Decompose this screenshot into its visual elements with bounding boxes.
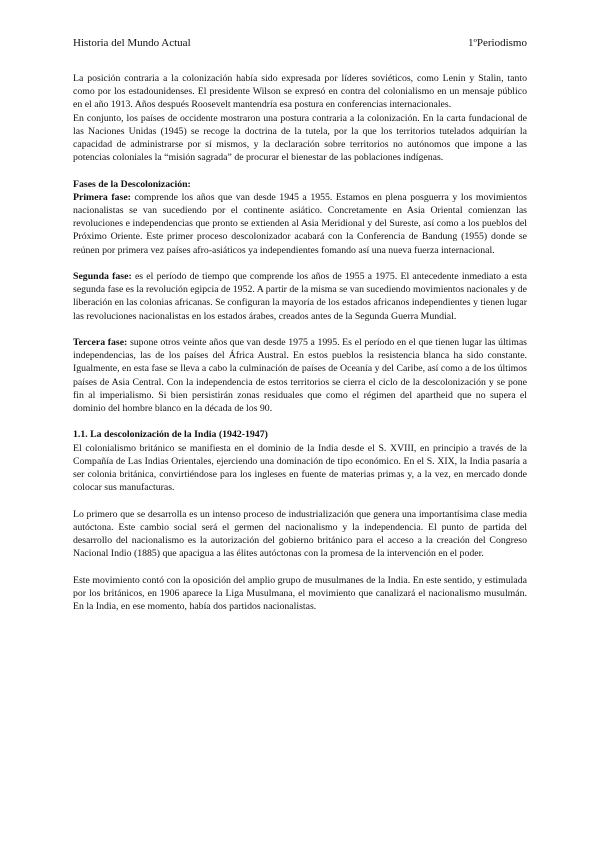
- phase-2-label: Segunda fase:: [73, 271, 132, 283]
- header-course-title: Historia del Mundo Actual: [73, 37, 191, 49]
- paragraph-phase-2: [73, 270, 527, 323]
- page-header: [73, 37, 527, 49]
- document-body: [73, 72, 527, 613]
- paragraph-india-2: Lo primero que se desarrolla es un intenso proceso de industrialización que genera una importantísima clase media autóctona. Este cambio social será el germen del nacionalismo y la independencia. El punto de partida del desarrollo del nacionalismo es la autorización del gobierno británico para el acceso a la creación del Congreso Nacional Indio (1885) que apacigua a las élites autóctonas con la promesa de la intervención en el poder.: [73, 508, 527, 560]
- section-heading-india: 1.1. La descolonización de la India (1942-1947): [73, 429, 268, 441]
- phase-1-label: Primera fase:: [73, 191, 131, 203]
- paragraph-phase-3: [73, 336, 527, 415]
- paragraph-opposition: La posición contraria a la colonización había sido expresada por líderes soviéticos, como Lenin y Stalin, tanto como por los estadounidenses. El presidente Wilson se expresó en contra del colonialismo en un mensaje público en el año 1913. Años después Roosevelt mantendría esa postura en conferencias internacionales.: [73, 73, 527, 111]
- paragraph-un-charter: En conjunto, los países de occidente mostraron una postura contraria a la colonización. En la carta fundacional de las Naciones Unidas (1945) se recoge la doctrina de la tutela, por la que los territorios tutelados adquirían la capacidad de administrarse por sí mismos, y la declaración sobre territorios no autónomos que impone a las potencias coloniales la “misión sagrada” de procurar el bienestar de las poblaciones indígenas.: [73, 112, 527, 164]
- section-heading-phases: Fases de la Descolonización:: [73, 178, 191, 190]
- phase-2-text: es el período de tiempo que comprende los años de 1955 a 1975. El antecedente inmediato a esta segunda fase es la revolución egipcia de 1952. A partir de la misma se van sucediendo movimientos nacionales y de liberación en las colonias africanas. Se configuran la mayoría de los estados africanos independientes y tienen lugar las revoluciones nacionalistas en los estados árabes, creados antes de la Segunda Guerra Mundial.: [73, 271, 527, 322]
- phase-1-text: comprende los años que van desde 1945 a 1955. Estamos en plena posguerra y los movimientos nacionalistas se van sucediendo por el continente asiático. Concretamente en Asia Oriental comienzan las revoluciones e independencias que pronto se extienden al Asia Meridional y del Sureste, así como a los pueblos del Próximo Oriente. Este primer proceso descolonizador acabará con la Conferencia de Bandung (1955) donde se reúnen por primera vez países afro-asiáticos ya independientes fomando así una nueva fuerza internacional.: [73, 191, 527, 256]
- paragraph-phase-1: [73, 191, 527, 257]
- paragraph-india-3: Este movimiento contó con la oposición del amplio grupo de musulmanes de la India. En este sentido, y estimulada por los británicos, en 1906 aparece la Liga Musulmana, el movimiento que canalizará el nacionalismo musulmán. En la India, en ese momento, había dos partidos nacionalistas.: [73, 574, 527, 613]
- header-degree: 1ºPeriodismo: [467, 37, 527, 49]
- phase-3-text: supone otros veinte años que van desde 1975 a 1995. Es el período en el que tienen lugar las últimas independencias, las de los países del África Austral. En estos pueblos la resistencia blanca ha sido constante. Igualmente, en esta fase se lleva a cabo la culminación de países de Oceanía y del Caribe, así como a de los últimos países de Asia Central. Con la independencia de estos territorios se cierra el ciclo de la descolonización y se pone fin al imperialismo. Si bien persistirán zonas residuales que como el régimen del apartheid que no supera el dominio del hombre blanco en la década de los 90.: [73, 337, 527, 415]
- paragraph-india-1: El colonialismo británico se manifiesta en el dominio de la India desde el S. XVIII, en principio a través de la Compañía de Las Indias Orientales, ejerciendo una dominación de tipo económico. En el S. XIX, la India pasaría a ser colonia británica, convirtiéndose para los ingleses en fuente de materias primas y, a la vez, en mercado donde colocar sus manufacturas.: [73, 442, 527, 494]
- phase-3-label: Tercera fase:: [73, 337, 128, 349]
